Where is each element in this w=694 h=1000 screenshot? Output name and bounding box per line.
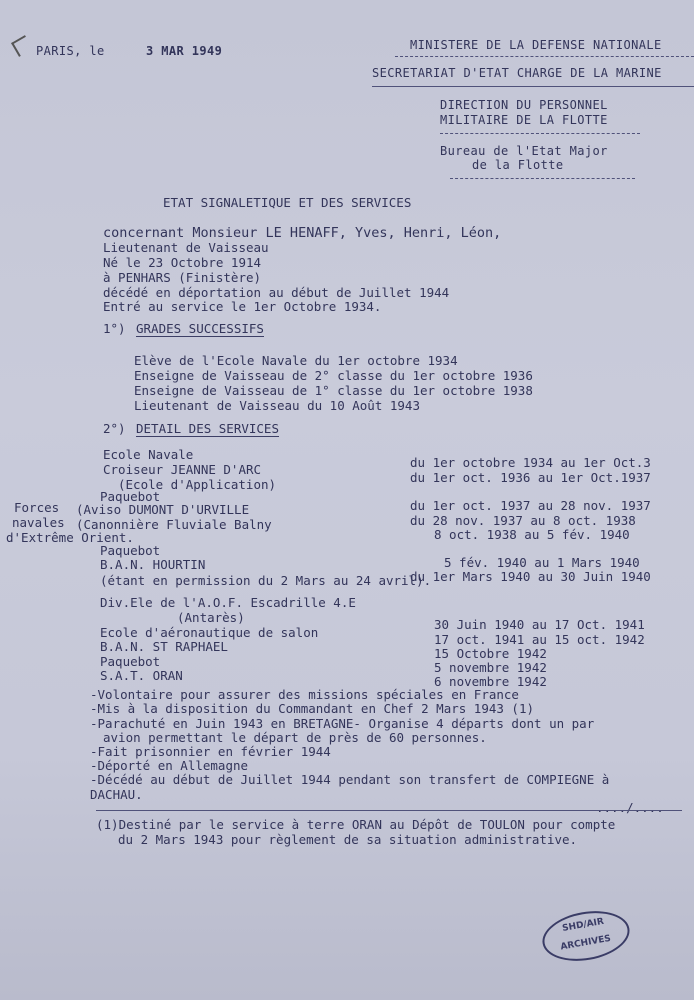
service-left-9: (étant en permission du 2 Mars au 24 avril). xyxy=(100,573,432,588)
event-line-6: -Déporté en Allemagne xyxy=(90,758,249,773)
service-left-5: (Aviso DUMONT D'URVILLE xyxy=(76,502,250,517)
service-left-7: Paquebot xyxy=(100,543,161,558)
section-2-number: 2°) xyxy=(103,421,126,436)
bureau-line-1: Bureau de l'Etat Major xyxy=(440,144,608,158)
corner-mark xyxy=(11,35,33,57)
place-date: PARIS, le xyxy=(36,44,105,58)
subject-line-4: à PENHARS (Finistère) xyxy=(103,270,262,285)
service-date-4: du 28 nov. 1937 au 8 oct. 1938 xyxy=(410,513,636,528)
stamp-top-text: SHD/AIR xyxy=(561,916,605,934)
subject-line-2: Lieutenant de Vaisseau xyxy=(103,240,269,255)
service-date-1: du 1er octobre 1934 au 1er Oct.3 xyxy=(410,455,651,470)
secretariat-rule xyxy=(372,86,694,87)
margin-note-3: d'Extrême Orient. xyxy=(6,530,134,545)
service-left-6: (Canonnière Fluviale Balny xyxy=(76,517,272,532)
direction-line-2: MILITAIRE DE LA FLOTTE xyxy=(440,113,608,127)
service-left-14: Paquebot xyxy=(100,654,161,669)
margin-note-2: navales xyxy=(12,515,65,530)
service-date-12: 6 novembre 1942 xyxy=(434,674,547,689)
grade-line-4: Lieutenant de Vaisseau du 10 Août 1943 xyxy=(134,398,420,413)
service-date-7: du 1er Mars 1940 au 30 Juin 1940 xyxy=(410,569,651,584)
event-line-1: -Volontaire pour assurer des missions spéciales en France xyxy=(90,687,519,702)
service-date-5: 8 oct. 1938 au 5 fév. 1940 xyxy=(434,527,630,542)
event-line-3: -Parachuté en Juin 1943 en BRETAGNE- Organise 4 départs dont un par xyxy=(90,716,595,731)
service-left-2: Croiseur JEANNE D'ARC xyxy=(103,462,262,477)
direction-line-1: DIRECTION DU PERSONNEL xyxy=(440,98,608,112)
grade-line-3: Enseigne de Vaisseau de 1° classe du 1er octobre 1938 xyxy=(134,383,533,398)
service-left-13: B.A.N. ST RAPHAEL xyxy=(100,639,228,654)
service-left-1: Ecole Navale xyxy=(103,447,194,462)
section-1-number: 1°) xyxy=(103,321,126,336)
event-line-4: avion permettant le départ de près de 60 personnes. xyxy=(103,730,487,745)
date-stamp: 3 MAR 1949 xyxy=(146,44,223,58)
service-date-8: 30 Juin 1940 au 17 Oct. 1941 xyxy=(434,617,645,632)
direction-rule xyxy=(440,133,640,134)
service-date-10: 15 Octobre 1942 xyxy=(434,646,547,661)
service-date-9: 17 oct. 1941 au 15 oct. 1942 xyxy=(434,632,645,647)
bureau-rule xyxy=(450,178,635,179)
footnote-rule xyxy=(96,810,682,811)
section-2-title: DETAIL DES SERVICES xyxy=(136,421,279,436)
ministry-rule xyxy=(395,56,694,57)
subject-line-3: Né le 23 Octobre 1914 xyxy=(103,255,262,270)
ministry: MINISTERE DE LA DEFENSE NATIONALE xyxy=(410,38,662,52)
event-line-8: DACHAU. xyxy=(90,787,143,802)
event-line-5: -Fait prisonnier en février 1944 xyxy=(90,744,331,759)
document-title: ETAT SIGNALETIQUE ET DES SERVICES xyxy=(163,195,412,210)
bureau-line-2: de la Flotte xyxy=(472,158,564,172)
grade-line-1: Elève de l'Ecole Navale du 1er octobre 1934 xyxy=(134,353,458,368)
subject-line-1: concernant Monsieur LE HENAFF, Yves, Henri, Léon, xyxy=(103,225,502,241)
grade-line-2: Enseigne de Vaisseau de 2° classe du 1er octobre 1936 xyxy=(134,368,533,383)
service-left-12: Ecole d'aéronautique de salon xyxy=(100,625,319,640)
archives-stamp xyxy=(539,905,634,968)
secretariat: SECRETARIAT D'ETAT CHARGE DE LA MARINE xyxy=(372,66,662,80)
service-left-11: (Antarès) xyxy=(177,610,245,625)
service-date-3: du 1er oct. 1937 au 28 nov. 1937 xyxy=(410,498,651,513)
event-line-2: -Mis à la disposition du Commandant en Chef 2 Mars 1943 (1) xyxy=(90,701,535,716)
event-line-7: -Décédé au début de Juillet 1944 pendant son transfert de COMPIEGNE à xyxy=(90,772,610,787)
subject-line-6: Entré au service le 1er Octobre 1934. xyxy=(103,299,382,314)
service-left-4: Paquebot xyxy=(100,489,161,504)
section-1-title: GRADES SUCCESSIFS xyxy=(136,321,264,336)
subject-line-5: décédé en déportation au début de Juillet 1944 xyxy=(103,285,450,300)
stamp-bottom-text: ARCHIVES xyxy=(559,933,612,953)
margin-note-1: Forces xyxy=(14,500,60,515)
service-left-3: (Ecole d'Application) xyxy=(118,477,277,492)
continuation-mark: ..../.... xyxy=(596,800,664,815)
service-date-6: 5 fév. 1940 au 1 Mars 1940 xyxy=(444,555,640,570)
service-left-15: S.A.T. ORAN xyxy=(100,668,183,683)
service-date-11: 5 novembre 1942 xyxy=(434,660,547,675)
service-left-8: B.A.N. HOURTIN xyxy=(100,557,206,572)
service-date-2: du 1er oct. 1936 au 1er Oct.1937 xyxy=(410,470,651,485)
footnote-line-2: du 2 Mars 1943 pour règlement de sa situation administrative. xyxy=(118,832,578,847)
footnote-line-1: (1)Destiné par le service à terre ORAN au Dépôt de TOULON pour compte xyxy=(96,817,616,832)
service-left-10: Div.Ele de l'A.O.F. Escadrille 4.E xyxy=(100,595,356,610)
